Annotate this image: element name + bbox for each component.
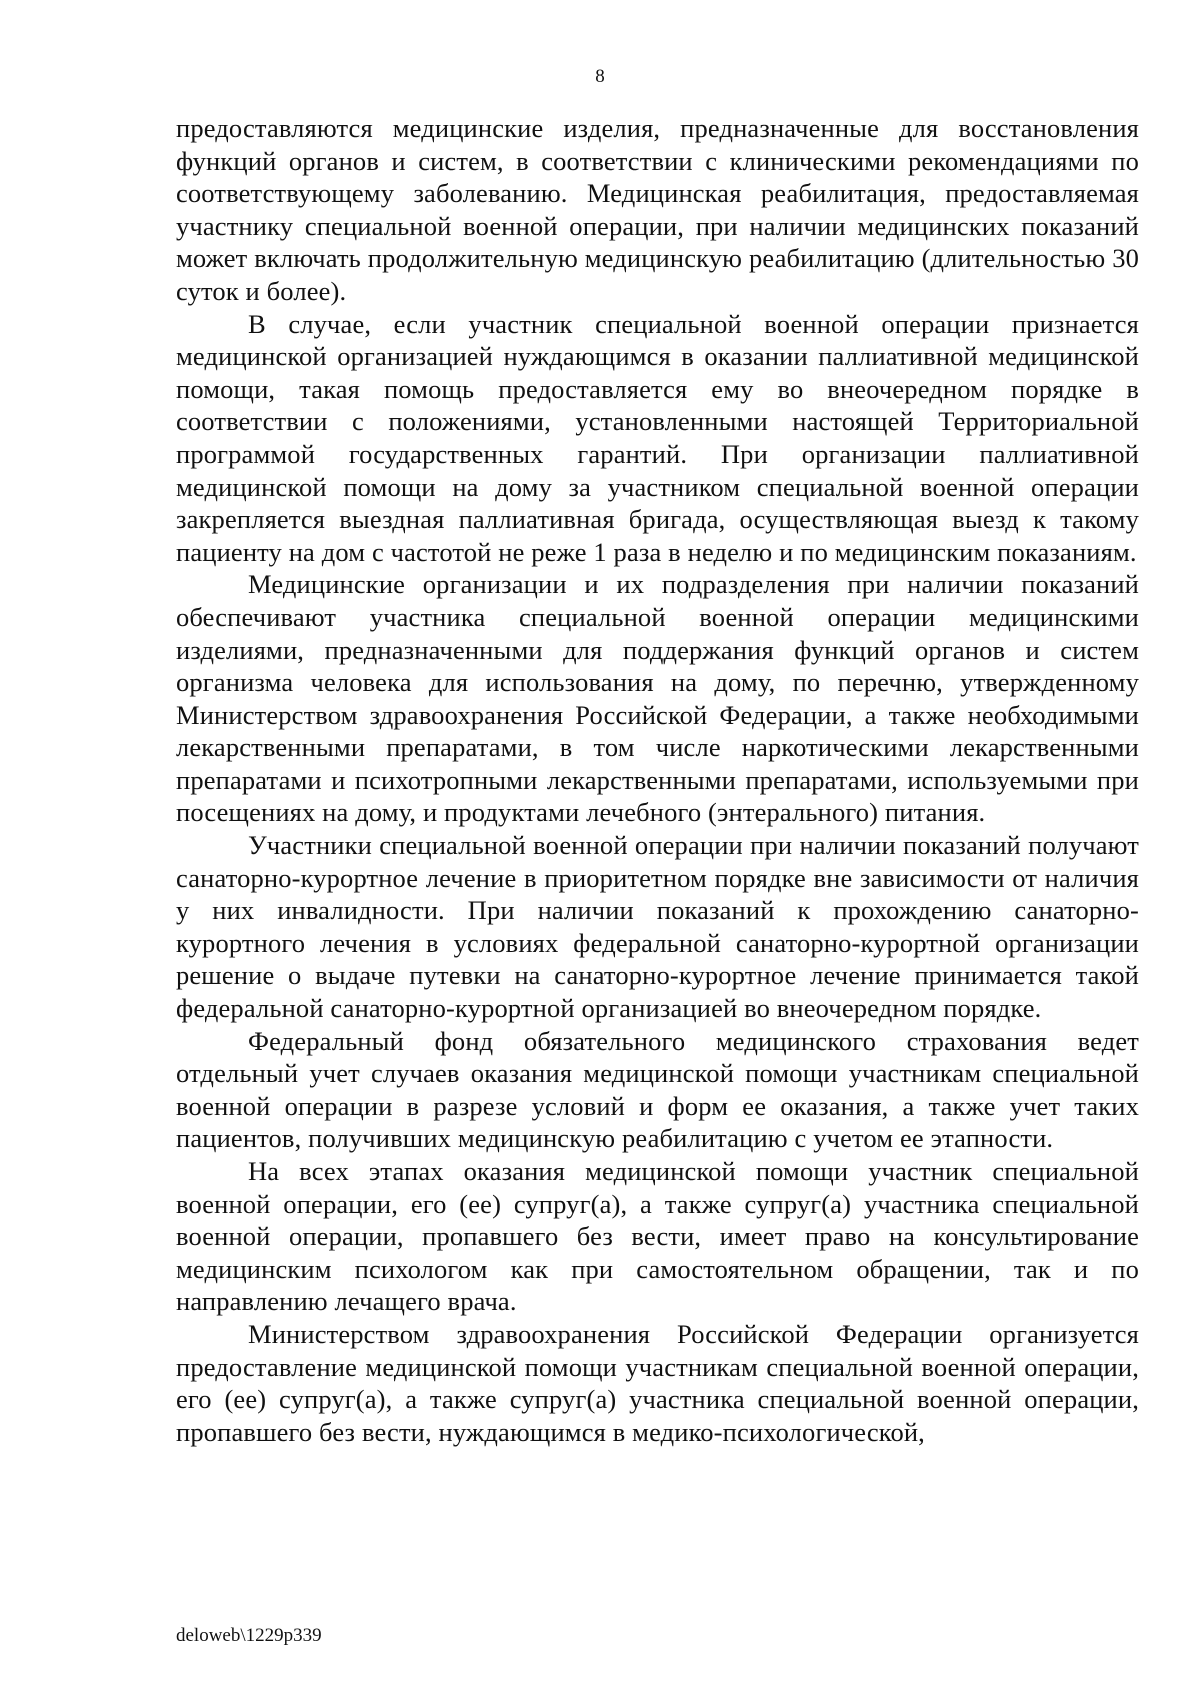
document-body [176, 112, 1139, 1448]
page-number: 8 [595, 66, 605, 87]
paragraph-sanatorium-treatment: Участники специальной военной операции при наличии показаний получают санаторно-курортное лечение в приоритетном порядке вне зависимости от наличия у них инвалидности. При наличии показаний к прохождению санаторно-курортного лечения в условиях федеральной санаторно-курортной организации решение о выдаче путевки на санаторно-курортное лечение принимается такой федеральной санаторно-курортной организацией во внеочередном порядке. [176, 830, 1139, 1024]
footer-document-code: deloweb\1229p339 [176, 1625, 322, 1646]
paragraph-ministry-psychological-help: Министерством здравоохранения Российской Федерации организуется предоставление медицинской помощи участникам специальной военной операции, его (ее) супруг(а), а также супруг(а) участника специальной военной операции, пропавшего без вести, нуждающимся в медико-психологической, [176, 1318, 1139, 1447]
paragraph-psychologist-consultation: На всех этапах оказания медицинской помощи участник специальной военной операции, его (ее) супруг(а), а также супруг(а) участника специальной военной операции, пропавшего без вести, имеет право на консультирование медицинским психологом как при самостоятельном обращении, так и по направлению лечащего врача. [176, 1156, 1139, 1317]
paragraph-continuation: предоставляются медицинские изделия, предназначенные для восстановления функций органов и систем, в соответствии с клиническими рекомендациями по соответствующему заболеванию. Медицинская реабилитация, предоставляемая участнику специальной военной операции, при наличии медицинских показаний может включать продолжительную медицинскую реабилитацию (длительностью 30 суток и более). [176, 113, 1139, 306]
paragraph-palliative-care: В случае, если участник специальной военной операции признается медицинской организацией нуждающимся в оказании паллиативной медицинской помощи, такая помощь предоставляется ему во внеочередном порядке в соответствии с положениями, установленными настоящей Территориальной программой государственных гарантий. При организации паллиативной медицинской помощи на дому за участником специальной военной операции закрепляется выездная паллиативная бригада, осуществляющая выезд к такому пациенту на дом с частотой не реже 1 раза в неделю и по медицинским показаниям. [176, 308, 1139, 567]
paragraph-medical-devices: Медицинские организации и их подразделения при наличии показаний обеспечивают участника специальной военной операции медицинскими изделиями, предназначенными для поддержания функций органов и систем организма человека для использования на дому, по перечню, утвержденному Министерством здравоохранения Российской Федерации, а также необходимыми лекарственными препаратами, в том числе наркотическими лекарственными препаратами и психотропными лекарственными препаратами, используемыми при посещениях на дому, и продуктами лечебного (энтерального) питания. [176, 569, 1139, 828]
paragraph-insurance-fund-records: Федеральный фонд обязательного медицинского страхования ведет отдельный учет случаев оказания медицинской помощи участникам специальной военной операции в разрезе условий и форм ее оказания, а также учет таких пациентов, получивших медицинскую реабилитацию с учетом ее этапности. [176, 1025, 1139, 1154]
